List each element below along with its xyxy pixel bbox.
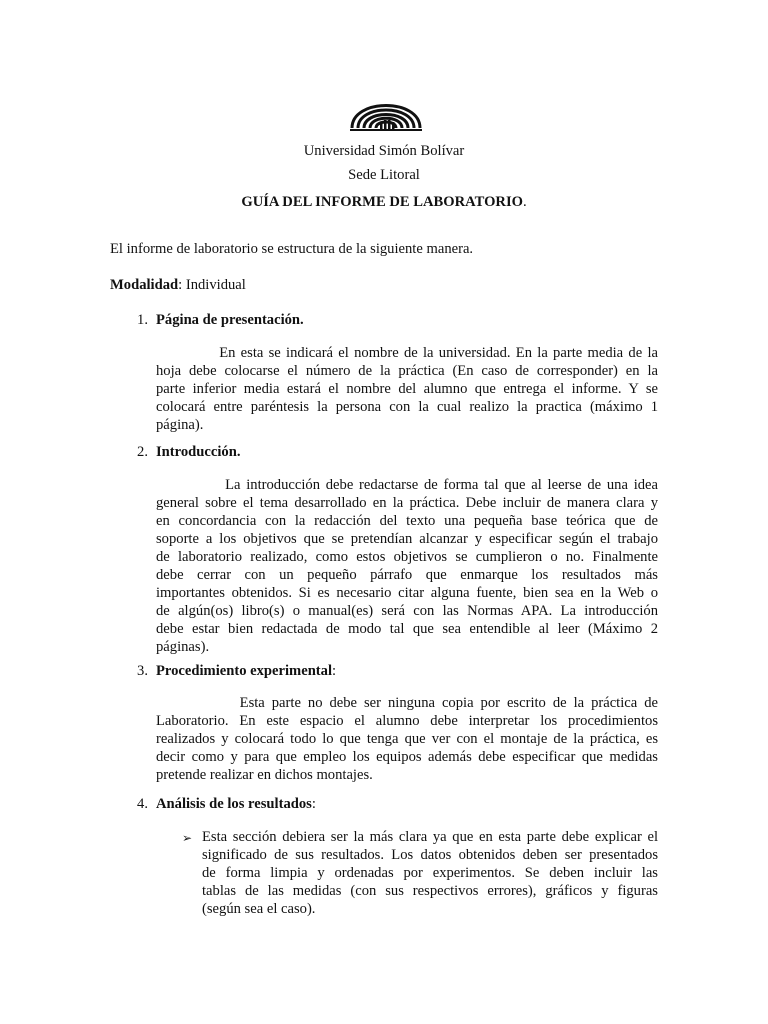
campus-name: Sede Litoral — [348, 167, 420, 183]
university-logo-icon — [347, 88, 425, 132]
section-heading — [156, 311, 304, 329]
section-body-line: general sobre el tema desarrollado en la práctica. Debe incluir de manera clara y — [156, 495, 658, 511]
section-title: Introducción. — [156, 444, 241, 460]
section-body-line: importantes obtenidos. Si es necesario citar alguna fuente, bien sea en la Web o — [156, 585, 658, 601]
section-body-line: en concordancia con la redacción del texto una pequeña base teórica que de — [156, 513, 658, 529]
section-body-line: La introducción debe redactarse de forma tal que al leerse de una idea — [156, 477, 658, 493]
document-title — [0, 193, 768, 211]
section-heading — [156, 443, 240, 461]
section-body-line: colocará entre paréntesis la persona con la cual realizo la practica (máximo 1 — [156, 399, 658, 415]
section-number: 3. — [137, 663, 148, 679]
section-body — [156, 344, 658, 434]
section-heading — [156, 662, 336, 680]
section-body-line: (según sea el caso). — [202, 901, 316, 917]
modality-label: Modalidad — [110, 277, 179, 293]
intro-text: El informe de laboratorio se estructura de la siguiente manera. — [110, 241, 474, 257]
section-body-line: Esta parte no debe ser ninguna copia por escrito de la práctica de — [156, 695, 658, 711]
section-body-line: de forma limpia y ordenadas por experimentos. Se deben incluir las — [202, 865, 658, 881]
section-body-line: tablas de las medidas (con sus respectivos errores), gráficos y figuras — [202, 883, 658, 899]
bullet-item — [202, 828, 658, 918]
section-title-suffix: : — [311, 796, 316, 812]
section-body — [156, 476, 658, 656]
university-name: Universidad Simón Bolívar — [303, 143, 465, 159]
section-body-line: hoja debe colocarse el número de la práctica (En caso de corresponder) en la — [156, 363, 658, 379]
section-title-suffix: : — [332, 663, 337, 679]
section-body-line: parte inferior media estará el nombre del alumno que entrega el informe. Y se — [156, 381, 658, 397]
section-body-line: En esta se indicará el nombre de la universidad. En la parte media de la — [156, 345, 658, 361]
document-title-punct: . — [523, 194, 527, 210]
section-body-line: páginas). — [156, 639, 210, 655]
section-body-line: Laboratorio. En este espacio el alumno debe interpretar los procedimientos — [156, 713, 658, 729]
section-body-line: decir como y para que empleo los equipos además debe especificar que medidas — [156, 749, 658, 765]
section-body-line: realizados y colocará todo lo que tenga que ver con el montaje de la práctica, es — [156, 731, 658, 747]
section-body-line: significado de sus resultados. Los datos obtenidos deben ser presentados — [202, 847, 658, 863]
section-number: 2. — [137, 444, 148, 460]
modality-line — [110, 276, 246, 294]
section-body-line: de laboratorio realizado, como estos objetivos se cumplieron o no. Finalmente — [156, 549, 658, 565]
section-body — [156, 694, 658, 784]
section-title: Análisis de los resultados — [156, 796, 312, 812]
section-title: Procedimiento experimental — [156, 663, 333, 679]
section-body-line: pretende realizar en dichos montajes. — [156, 767, 373, 783]
section-body-line: página). — [156, 417, 204, 433]
section-heading — [156, 795, 316, 813]
arrow-bullet-icon: ➢ — [182, 831, 193, 845]
section-title: Página de presentación. — [156, 312, 304, 328]
modality-value: : Individual — [178, 277, 246, 293]
document-title-text: GUÍA DEL INFORME DE LABORATORIO — [241, 194, 523, 210]
section-body-line: debe cerrar con un pequeño párrafo que enmarque los resultados más — [156, 567, 658, 583]
section-body-line: debe estar bien redactada de modo tal que sea entendible al leer (Máximo 2 — [156, 621, 658, 637]
section-number: 4. — [137, 796, 148, 812]
section-body-line: soporte a los objetivos que se pretendían alcanzar y especificar según el trabajo — [156, 531, 658, 547]
section-body-line: de algún(os) libro(s) o manual(es) será con las Normas APA. La introducción — [156, 603, 658, 619]
section-number: 1. — [137, 312, 148, 328]
section-body-line: Esta sección debiera ser la más clara ya que en esta parte debe explicar el — [202, 829, 658, 845]
